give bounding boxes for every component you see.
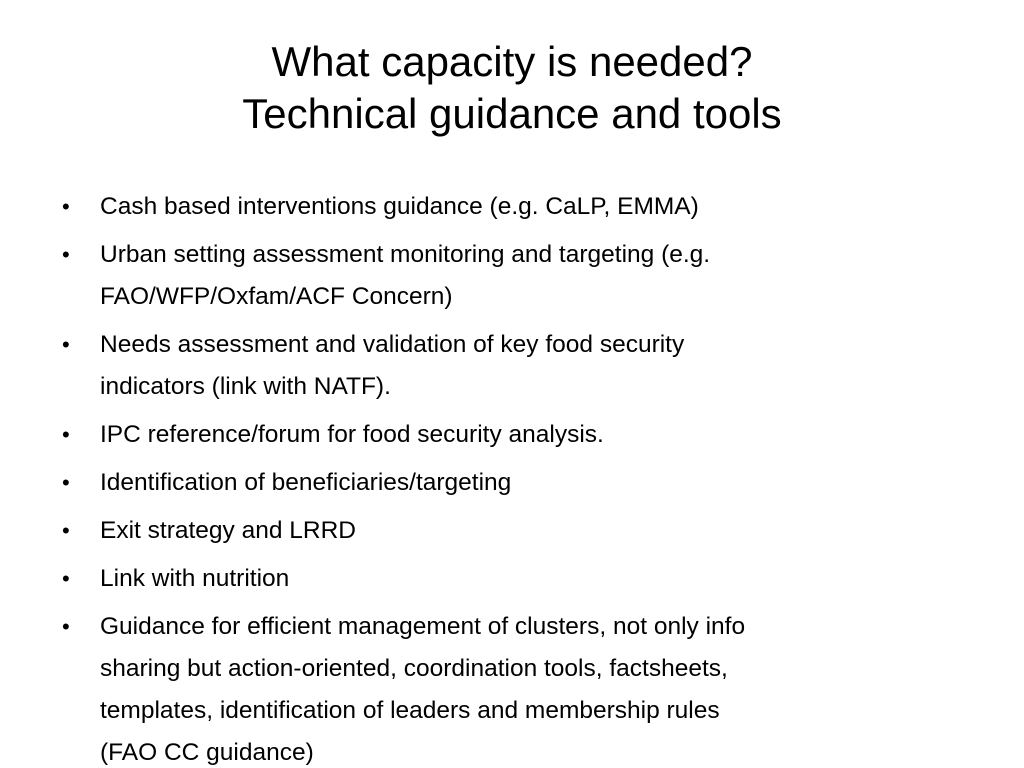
bullet-line: templates, identification of leaders and membership rules bbox=[100, 697, 720, 724]
bullet-icon: • bbox=[62, 566, 70, 591]
bullet-line: indicators (link with NATF). bbox=[100, 373, 391, 400]
bullet-line: Guidance for efficient management of clusters, not only info bbox=[100, 613, 746, 640]
bullet-line: Exit strategy and LRRD bbox=[100, 517, 356, 544]
bullet-line: Urban setting assessment monitoring and targeting (e.g. bbox=[100, 241, 711, 268]
bullet-line: Link with nutrition bbox=[100, 565, 290, 592]
bullet-item bbox=[62, 462, 962, 504]
bullet-item bbox=[62, 186, 962, 228]
bullet-item bbox=[62, 558, 962, 600]
bullet-icon: • bbox=[62, 194, 70, 219]
bullet-icon: • bbox=[62, 614, 70, 639]
bullet-line: IPC reference/forum for food security analysis. bbox=[100, 421, 604, 448]
bullet-item bbox=[62, 606, 962, 768]
bullet-item bbox=[62, 234, 962, 318]
bullet-line: Identification of beneficiaries/targeting bbox=[100, 469, 512, 496]
bullet-item bbox=[62, 414, 962, 456]
bullet-line: Cash based interventions guidance (e.g. CaLP, EMMA) bbox=[100, 193, 699, 220]
bullet-line: sharing but action-oriented, coordination tools, factsheets, bbox=[100, 655, 728, 682]
bullet-icon: • bbox=[62, 518, 70, 543]
title-line-2: Technical guidance and tools bbox=[242, 90, 782, 137]
bullet-line: FAO/WFP/Oxfam/ACF Concern) bbox=[100, 283, 453, 310]
bullet-icon: • bbox=[62, 422, 70, 447]
slide-title bbox=[0, 36, 1024, 140]
bullet-item bbox=[62, 510, 962, 552]
bullet-list bbox=[62, 186, 962, 768]
bullet-icon: • bbox=[62, 332, 70, 357]
bullet-icon: • bbox=[62, 470, 70, 495]
bullet-line: Needs assessment and validation of key food security bbox=[100, 331, 685, 358]
bullet-line: (FAO CC guidance) bbox=[100, 739, 314, 766]
bullet-item bbox=[62, 324, 962, 408]
bullet-icon: • bbox=[62, 242, 70, 267]
title-line-1: What capacity is needed? bbox=[271, 38, 753, 85]
